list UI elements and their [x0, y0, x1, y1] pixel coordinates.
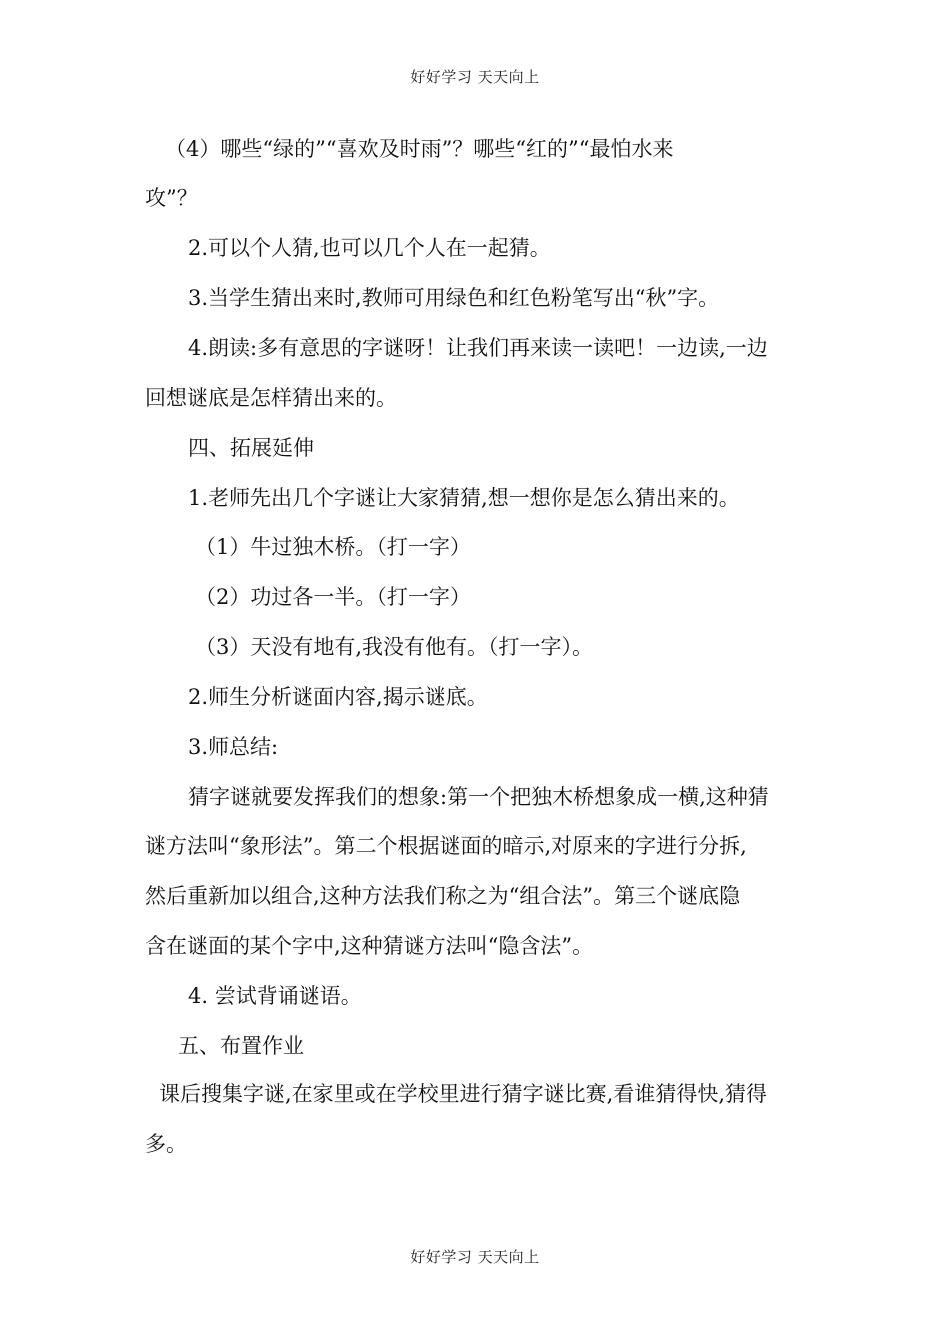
paragraph-line: 1.老师先出几个字谜让大家猜猜,想一想你是怎么猜出来的。	[188, 486, 740, 510]
paragraph-line: 4. 尝试背诵谜语。	[188, 984, 362, 1008]
paragraph-line: 3.当学生猜出来时,教师可用绿色和红色粉笔写出“秋”字。	[188, 286, 720, 310]
riddle-item: （2）功过各一半。（打一字）	[195, 585, 471, 609]
paragraph-line: 含在谜面的某个字中,这种猜谜方法叫“隐含法”。	[145, 934, 594, 958]
paragraph-line: 课后搜集字谜,在家里或在学校里进行猜字谜比赛,看谁猜得快,猜得	[159, 1082, 768, 1106]
page-header: 好好学习 天天向上	[410, 68, 540, 86]
paragraph-line: 4.朗读:多有意思的字谜呀！让我们再来读一读吧！一边读,一边	[188, 336, 768, 360]
section-heading: 五、布置作业	[178, 1034, 304, 1058]
page-footer: 好好学习 天天向上	[410, 1248, 540, 1266]
riddle-item: （1）牛过独木桥。（打一字）	[195, 535, 471, 559]
section-heading: 四、拓展延伸	[188, 436, 314, 460]
paragraph-line: 谜方法叫“象形法”。第二个根据谜面的暗示,对原来的字进行分拆,	[145, 834, 747, 858]
paragraph-line: 2.师生分析谜面内容,揭示谜底。	[188, 685, 488, 709]
paragraph-line: 2.可以个人猜,也可以几个人在一起猜。	[188, 236, 551, 260]
paragraph-line: 回想谜底是怎样猜出来的。	[145, 386, 397, 410]
paragraph-line: 然后重新加以组合,这种方法我们称之为“组合法”。第三个谜底隐	[145, 884, 741, 908]
paragraph-line: 多。	[145, 1132, 187, 1156]
paragraph-line: （4）哪些“绿的”“喜欢及时雨”？哪些“红的”“最怕水来	[165, 137, 674, 161]
paragraph-line: 攻”？	[145, 186, 198, 210]
paragraph-line: 3.师总结:	[188, 735, 279, 759]
riddle-item: （3）天没有地有,我没有他有。（打一字）。	[195, 635, 594, 659]
paragraph-line: 猜字谜就要发挥我们的想象:第一个把独木桥想象成一横,这种猜	[188, 785, 769, 809]
